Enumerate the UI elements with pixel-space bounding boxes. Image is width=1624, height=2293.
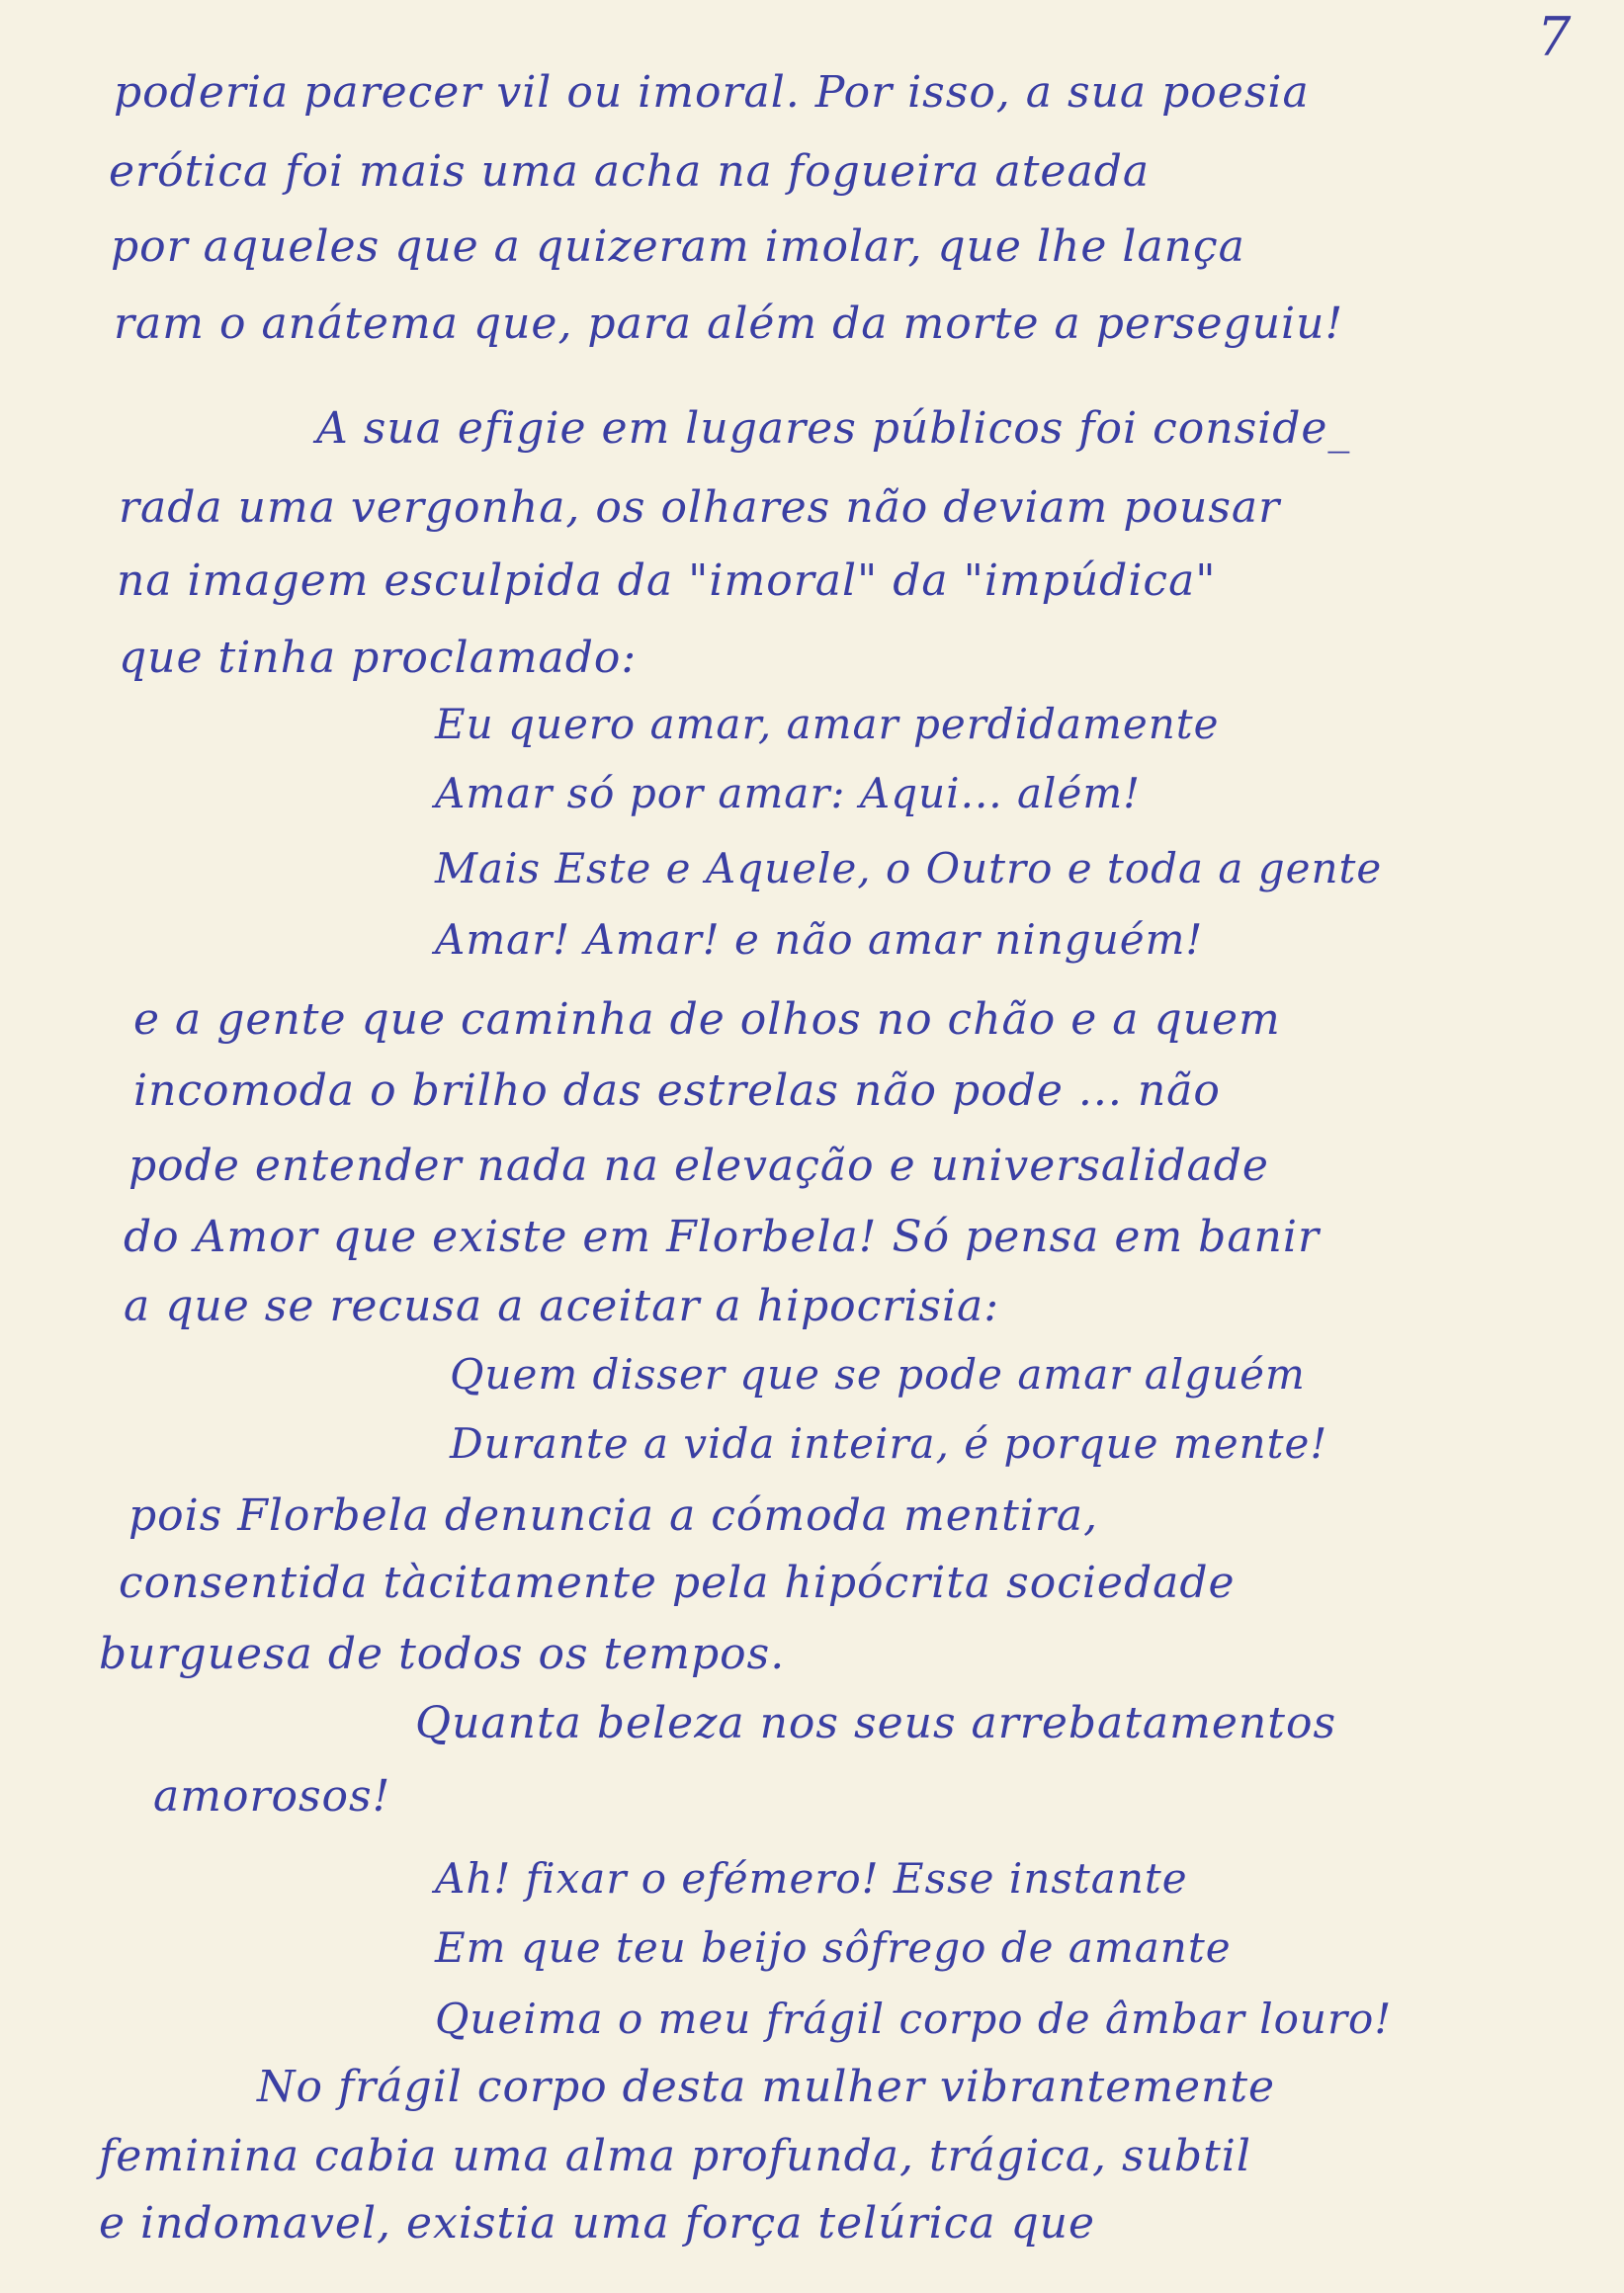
manuscript-line-9: e a gente que caminha de olhos no chão e a quem: [133, 994, 1281, 1045]
manuscript-line-17: Quanta beleza nos seus arrebatamentos: [415, 1698, 1337, 1748]
manuscript-line-4: ram o anátema que, para além da morte a perseguiu!: [114, 298, 1344, 349]
manuscript-line-8: que tinha proclamado:: [119, 633, 638, 683]
verse-line-4: Amar! Amar! e não amar ninguém!: [435, 915, 1204, 964]
verse-line-3: Mais Este e Aquele, o Outro e toda a gente: [435, 844, 1383, 892]
manuscript-line-11: pode entender nada na elevação e universalidade: [128, 1141, 1269, 1191]
verse-line-9: Queima o meu frágil corpo de âmbar louro!: [435, 1995, 1393, 2043]
page-number: 7: [1537, 6, 1572, 68]
manuscript-line-5: A sua efigie em lugares públicos foi conside_: [316, 403, 1351, 454]
manuscript-line-19: No frágil corpo desta mulher vibrantemente: [257, 2062, 1276, 2112]
manuscript-line-16: burguesa de todos os tempos.: [99, 1629, 786, 1679]
manuscript-line-7: na imagem esculpida da "imoral" da "impúdica": [117, 555, 1217, 606]
manuscript-line-10: incomoda o brilho das estrelas não pode ... não: [133, 1065, 1221, 1116]
manuscript-line-3: por aqueles que a quizeram imolar, que lhe lança: [111, 221, 1245, 272]
verse-line-1: Eu quero amar, amar perdidamente: [435, 700, 1220, 748]
verse-line-8: Em que teu beijo sôfrego de amante: [435, 1923, 1232, 1972]
manuscript-line-2: erótica foi mais uma acha na fogueira ateada: [109, 146, 1151, 197]
manuscript-line-14: pois Florbela denuncia a cómoda mentira,: [128, 1490, 1099, 1541]
manuscript-line-15: consentida tàcitamente pela hipócrita sociedade: [119, 1558, 1236, 1608]
manuscript-line-12: do Amor que existe em Florbela! Só pensa em banir: [124, 1212, 1320, 1262]
manuscript-line-1: poderia parecer vil ou imoral. Por isso, a sua poesia: [114, 67, 1310, 118]
manuscript-line-6: rada uma vergonha, os olhares não deviam pousar: [119, 482, 1281, 533]
manuscript-line-18: amorosos!: [153, 1771, 391, 1822]
verse-line-7: Ah! fixar o efémero! Esse instante: [435, 1854, 1188, 1903]
verse-line-6: Durante a vida inteira, é porque mente!: [450, 1419, 1328, 1468]
manuscript-line-20: feminina cabia uma alma profunda, trágica, subtil: [99, 2131, 1251, 2181]
manuscript-line-13: a que se recusa a aceitar a hipocrisia:: [124, 1281, 1000, 1331]
verse-line-2: Amar só por amar: Aqui... além!: [435, 769, 1142, 817]
verse-line-5: Quem disser que se pode amar alguém: [450, 1350, 1306, 1399]
manuscript-line-21: e indomavel, existia uma força telúrica que: [99, 2198, 1096, 2249]
